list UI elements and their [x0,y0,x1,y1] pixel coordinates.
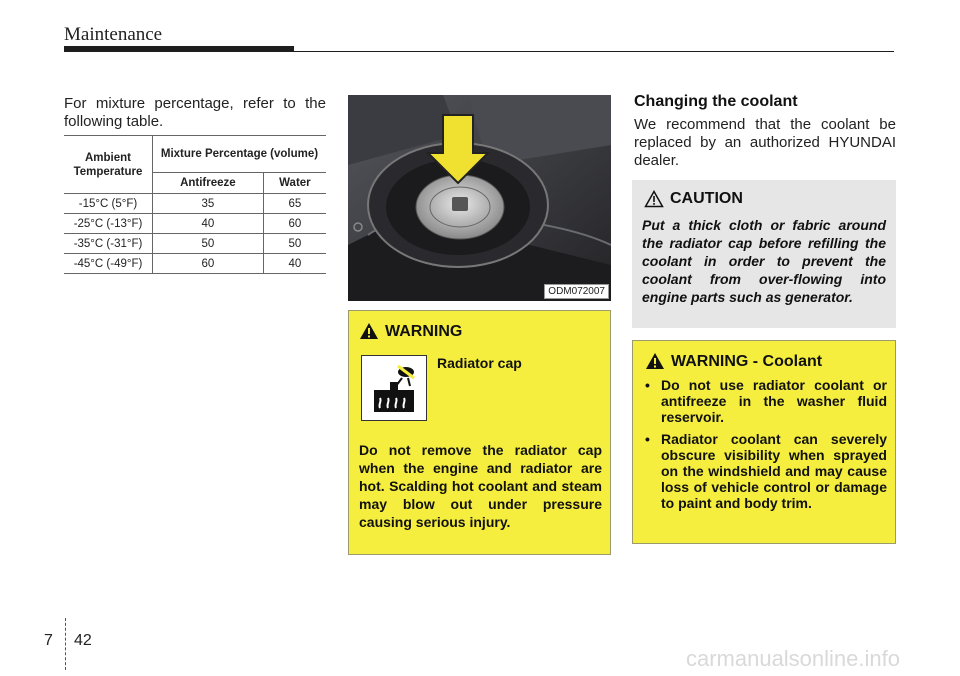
caution-body: Put a thick cloth or fabric around the radiator cap before refilling the coolant in order to prevent the coolant from over-flowing into engine parts such as generator. [642,217,886,305]
photo-code-label: ODM072007 [544,284,609,299]
mixture-table [64,135,326,274]
header-rule [294,51,894,52]
list-item-text: Do not use radiator coolant or antifreeze in the washer fluid reservoir. [661,377,887,425]
col-antifreeze: Antifreeze [153,173,264,194]
bullet: • [645,377,650,393]
list-item-text: Radiator coolant can severely obscure visibility when sprayed on the windshield and may cause loss of vehicle control or damage to paint and body trim. [661,431,887,511]
col-ambient-temperature: Ambient Temperature [64,136,153,194]
warning-title: WARNING [385,323,463,340]
table-row [64,254,326,274]
cell-water: 60 [263,214,326,234]
radiator-cap-photo [348,95,611,301]
section-heading: Changing the coolant [634,93,798,110]
warning-coolant-list [643,377,887,517]
warning-radiator-box [348,310,611,555]
caution-triangle-icon [644,190,664,208]
warning-triangle-icon [359,322,379,340]
cell-antifreeze: 50 [153,234,264,254]
caution-title: CAUTION [670,190,743,207]
list-item [643,431,887,511]
cell-temperature: -15°C (5°F) [64,194,153,214]
watermark: carmanualsonline.info [685,646,900,671]
cell-water: 40 [263,254,326,274]
footer-page-number: 42 [74,632,92,649]
radiator-cap-illustration [348,95,611,301]
warning-coolant-title: WARNING - Coolant [671,353,823,370]
radiator-cap-hazard-icon [361,355,427,421]
cell-temperature: -45°C (-49°F) [64,254,153,274]
cell-temperature: -25°C (-13°F) [64,214,153,234]
page-header-title: Maintenance [64,24,163,45]
cell-antifreeze: 35 [153,194,264,214]
cell-water: 65 [263,194,326,214]
table-row [64,214,326,234]
list-item [643,377,887,425]
cell-temperature: -35°C (-31°F) [64,234,153,254]
warning-coolant-box [632,340,896,544]
warning-subtitle: Radiator cap [437,355,522,371]
warning-triangle-icon [645,352,665,370]
intro-text: For mixture percentage, refer to the following table. [64,95,326,130]
footer-section-number: 7 [44,632,53,649]
header-bar [64,46,294,52]
cell-antifreeze: 60 [153,254,264,274]
cell-water: 50 [263,234,326,254]
footer-divider [65,618,66,670]
section-body: We recommend that the coolant be replaced by an authorized HYUNDAI dealer. [634,116,896,169]
bullet: • [645,431,650,447]
table-row [64,234,326,254]
cell-antifreeze: 40 [153,214,264,234]
caution-box [632,180,896,328]
col-mixture-percentage: Mixture Percentage (volume) [153,136,327,173]
table-row [64,194,326,214]
warning-body: Do not remove the radiator cap when the engine and radiator are hot. Scalding hot coolant and steam may blow out under pressure causing serious injury. [359,442,602,530]
col-water: Water [263,173,326,194]
